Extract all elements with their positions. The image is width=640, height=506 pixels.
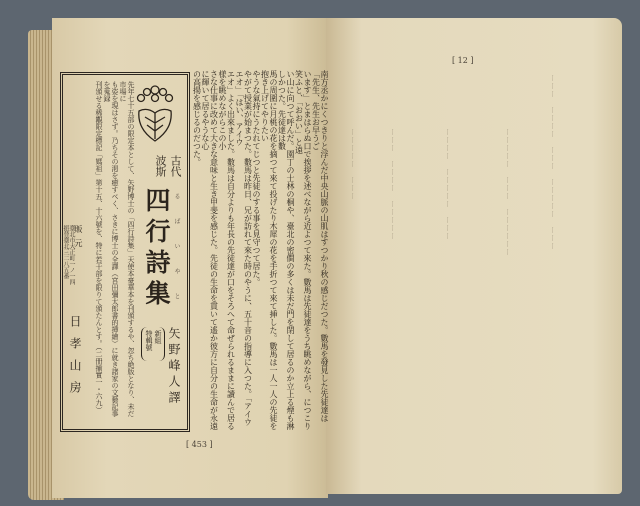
edition-note: [141, 327, 165, 361]
text-column: います」とまはらぬ口で挨拶を述べながら近よつて來た。數馬は先徒達をうち眺めながら、につこり笑ふと、「おおい」と遠: [294, 70, 312, 430]
ad-description-1: 先年七十五部の限定本として、矢野博士の「四行詩集」天使本豪華本を刊頒するや、忽ち絶版となり、未だ市場に: [119, 81, 135, 417]
ad-description: [85, 81, 135, 423]
text-column: さな仕事に改めて大きな意味と生き甲斐を感じた。先徒の生命を貫いて遙か彼方に自分の生命が永遠に輝いて居るやうな心: [201, 70, 219, 430]
advertisement-box: [60, 72, 190, 432]
category-2: 波斯: [154, 155, 167, 177]
right-page: [326, 18, 622, 494]
left-page-number: [ 453 ]: [186, 440, 213, 449]
text-column: やがて授業が始まつた。數馬は昨日、兄が訪れて來た時のやうに、五十音の指導に入つた。「アイウエオ」「はい、アイウ: [235, 70, 253, 426]
paulownia-crest-icon: [133, 83, 177, 145]
address: 臺北市大正町一ノ一四: [68, 225, 75, 285]
show-through-text: ーーーーー ーーー ーーーーーー: [503, 128, 512, 256]
text-column: い山に向つて呼んだ。園丁の士林の桐や、臺北の密僴の多くは未だ門を閉して居るのか立上る煙も淋しかつた。先徒達は數: [277, 70, 295, 430]
show-through-text: ーーーーー ーーー: [348, 128, 357, 200]
right-page-number: [ 12 ]: [452, 56, 474, 65]
ad-title: 四行詩集: [142, 187, 171, 311]
title-ruby: るばいやと: [173, 193, 180, 318]
text-column: エオ」よく出來ました。數馬は自分よりも年長の先徒達が口をそろへて命ぜられるままに讀んで居る様を眺めながらこの小: [218, 70, 236, 430]
edition-note-2: 特輯號: [145, 330, 153, 351]
text-column: の高揚を感じるのだつた。: [192, 70, 202, 166]
category-1: 古代: [169, 155, 182, 177]
text-column: 馬の周圍に月桃の花を摘つて來て投げたり木犀の花を手折つて來て挿した。數馬は一人一人の先徒を抱き上げてやりたい: [260, 70, 278, 430]
show-through-text: ーーー ーーーー ーーーーー: [388, 128, 397, 240]
body-text: [192, 70, 328, 430]
translator: 矢野峰人譯: [167, 327, 181, 407]
edition-note-1: 新組: [154, 330, 162, 344]
transfer-account: 振替臺北三二八五番: [62, 225, 69, 279]
text-column: 南方丞かにくつきりと浮んだ中央山脈の山肌はすつかり秋の感じだつた。數馬を發見した先徒達は「先生、先生お早うご: [311, 70, 329, 422]
ad-description-2: も姿を現はさず。乃ちその渇を癒すべく、さきに博士の全譯（宮田彌太郎書的挿繪）に就き諸家の文藝記事を蒐録: [103, 81, 119, 417]
show-through-text: ーーーー ーーーーー ーーー: [443, 128, 452, 240]
show-through-text: ーーー ーーーー ーーー ーーーーー ーーー: [548, 74, 557, 250]
publisher-name: 日孝山房: [68, 315, 82, 403]
text-column: やうな氣持にうたれてじつと先徒のする事を見守つて居た。: [252, 70, 261, 286]
publisher-label: 販元: [74, 225, 83, 253]
ad-description-3: 刊頒せる稀覯限定標記「媽祖」第十五、十六號を、特に若干部を限りて頒たんとす。（二冊揃實一・六九）: [95, 81, 103, 414]
